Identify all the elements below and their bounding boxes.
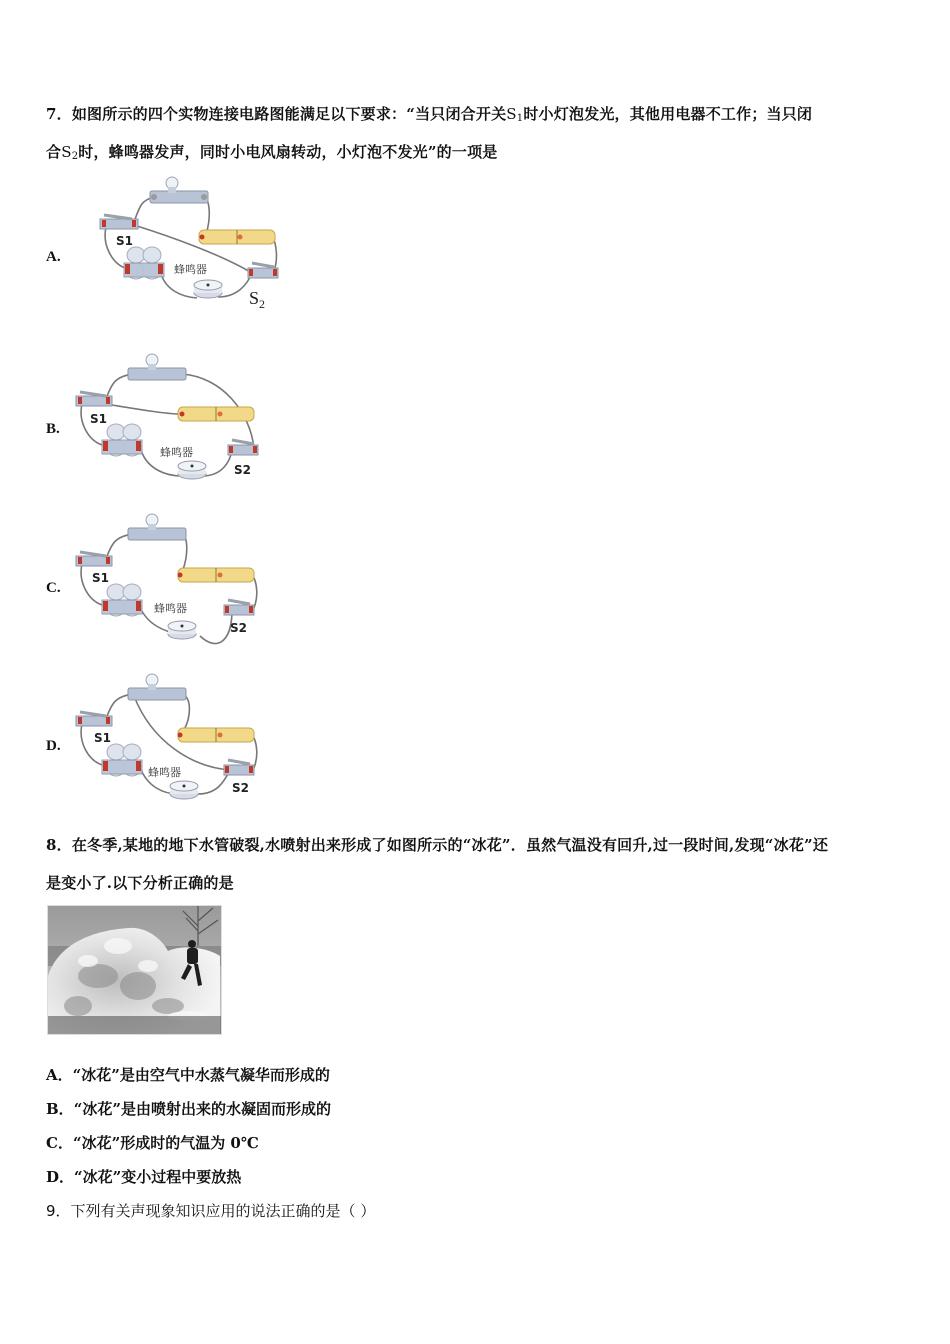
s1-label: S1: [94, 731, 111, 745]
buzzer-label: 蜂鸣器: [148, 766, 181, 779]
buzzer-label: 蜂鸣器: [154, 602, 187, 615]
fan-icon: [102, 584, 142, 616]
buzzer-icon: [168, 621, 196, 639]
option-text: “冰花”形成时的气温为 0℃: [72, 1134, 259, 1152]
q7-line-2: 合$S_2$时，蜂鸣器发声，同时小电风扇转动，小灯泡不发光”的一项是: [46, 143, 498, 162]
option-label: C．: [46, 1134, 73, 1152]
q9-line-1: 9．下列有关声现象知识应用的说法正确的是（ ）: [46, 1202, 376, 1220]
fan-icon: [102, 744, 142, 776]
battery-icon: [178, 568, 255, 582]
s1-label: S1: [90, 412, 107, 426]
switch-s2-icon: [224, 760, 254, 775]
buzzer-label: 蜂鸣器: [160, 446, 193, 459]
option-text: “冰花”是由空气中水蒸气凝华而形成的: [72, 1066, 330, 1084]
switch-s2-icon: [224, 600, 254, 615]
q8-line-2: 是变小了.以下分析正确的是: [46, 874, 234, 892]
q8-option-a[interactable]: [46, 1064, 330, 1085]
switch-s1-icon: [100, 215, 138, 229]
circuit-diagram-b[interactable]: [72, 352, 272, 487]
option-label: B．: [46, 1100, 74, 1118]
lamp-icon: [128, 514, 186, 540]
switch-s2-icon: [248, 263, 278, 278]
option-text: “冰花”变小过程中要放热: [74, 1168, 242, 1186]
s1-label: S1: [92, 571, 109, 585]
q8-option-c[interactable]: [46, 1132, 259, 1153]
lamp-icon: [150, 177, 208, 203]
s1-label: S1: [116, 234, 133, 248]
lamp-icon: [128, 674, 186, 700]
q8-number: 8．: [46, 836, 72, 854]
fan-icon: [124, 247, 164, 279]
q7-option-d-label[interactable]: D.: [46, 738, 61, 754]
q8-option-d[interactable]: [46, 1166, 241, 1187]
battery-icon: [199, 230, 275, 244]
q7-line-1: 7．如图所示的四个实物连接电路图能满足以下要求：“当只闭合开关$S_1$时小灯泡发光，其他用电器不工作；当只闭: [46, 105, 813, 124]
q8-line-1: 8．在冬季,某地的地下水管破裂,水喷射出来形成了如图所示的“冰花”．虽然气温没有回升,过一段时间,发现“冰花”还: [46, 836, 829, 854]
q7-number: 7．: [46, 105, 72, 123]
q8-option-b[interactable]: [46, 1098, 331, 1119]
battery-icon: [178, 407, 254, 421]
circuit-diagram-a[interactable]: [92, 175, 282, 310]
q7-option-c-label[interactable]: C.: [46, 580, 61, 596]
q7-option-a-label[interactable]: A.: [46, 249, 61, 265]
circuit-diagram-d[interactable]: [72, 672, 272, 812]
buzzer-label: 蜂鸣器: [174, 263, 207, 276]
q7-option-b-label[interactable]: B.: [46, 421, 60, 437]
fan-icon: [102, 424, 142, 456]
s1-symbol: $S_1$: [506, 105, 524, 124]
s2-label: S2: [230, 621, 247, 635]
option-text: “冰花”是由喷射出来的水凝固而形成的: [73, 1100, 331, 1118]
s2-label: S2: [232, 781, 249, 795]
switch-s1-icon: [76, 712, 112, 726]
option-label: A．: [46, 1066, 73, 1084]
lamp-icon: [128, 354, 186, 380]
q9-number: 9．: [46, 1202, 71, 1220]
battery-icon: [178, 728, 255, 742]
switch-s1-icon: [76, 552, 112, 566]
ice-flower-photo: [47, 905, 222, 1035]
buzzer-icon: [194, 280, 222, 298]
s2-label: S2: [234, 463, 251, 477]
switch-s1-icon: [76, 392, 112, 406]
circuit-diagram-c[interactable]: [72, 512, 272, 652]
option-label: D．: [46, 1168, 75, 1186]
s2-label: $S_2$: [249, 288, 266, 310]
buzzer-icon: [170, 781, 198, 799]
s2-symbol: $S_2$: [61, 143, 79, 162]
buzzer-icon: [178, 461, 206, 479]
